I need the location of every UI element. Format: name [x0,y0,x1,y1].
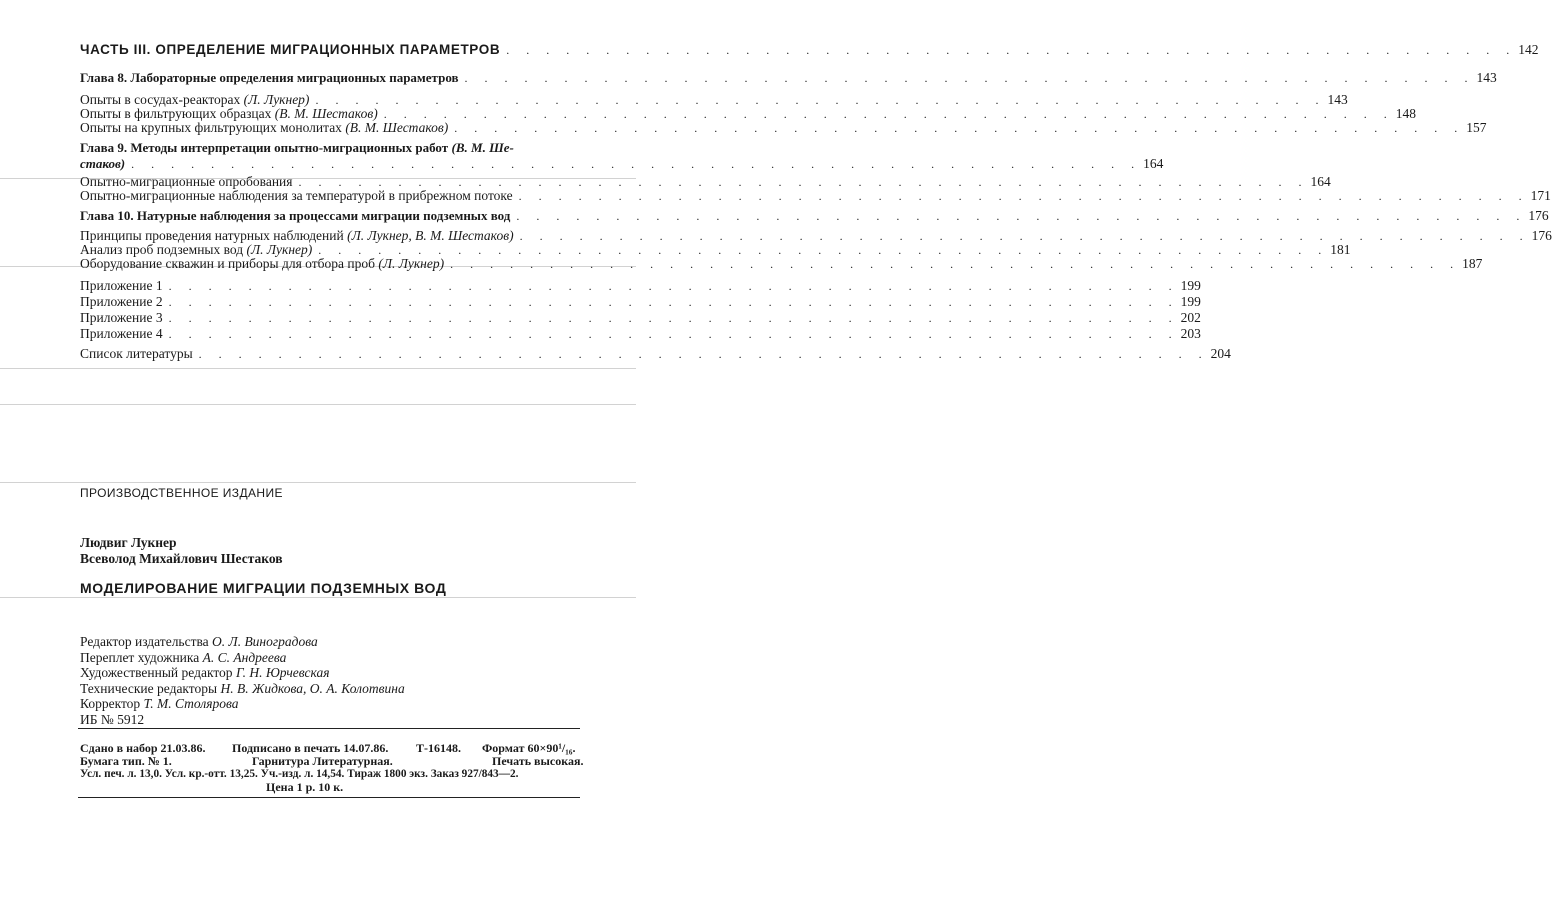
credit-line: Технические редакторы Н. В. Жидкова, О. А. Колотвина [80,680,405,696]
toc-references: Список литературы . . . . . . . . . . . . . . . . . . . . . . . . . . . . . . . . . . . . . . . . . . . . . . . . . . . 204 [80,346,1231,361]
scan-line [0,404,636,405]
toc-appendix-2: Приложение 2 . . . . . . . . . . . . . . . . . . . . . . . . . . . . . . . . . . . . . . . . . . . . . . . . . . . 199 [80,294,1201,309]
toc-entry: Принципы проведения натурных наблюдений (Л. Лукнер, В. М. Шестаков) . . . . . . . . . . . . . . . . . . . . . . . . . . . . . . . . . . . . . . . . . . . . . . . . . . . 176 [80,228,1552,243]
credit-line: Редактор издательства О. Л. Виноградова [80,634,318,649]
toc-entry: Опытно-миграционные наблюдения за температурой в прибрежном потоке . . . . . . . . . . . . . . . . . . . . . . . . . . . . . . . . . . . . . . . . . . . . . . . . . . . 171 [80,188,1551,203]
credit-line: Переплет художника А. С. Андреева [80,649,287,665]
price: Цена 1 р. 10 к. [266,780,344,794]
toc-chapter-9: Глава 9. Методы интерпретации опытно-миграционных работ (В. М. Ше- [80,140,514,155]
toc-entry: Анализ проб подземных вод (Л. Лукнер) . . . . . . . . . . . . . . . . . . . . . . . . . . . . . . . . . . . . . . . . . . . . . . . . . . . 181 [80,242,1351,257]
toc-chapter-10: Глава 10. Натурные наблюдения за процессами миграции подземных вод . . . . . . . . . . . . . . . . . . . . . . . . . . . . . . . . . . . . . . . . . . . . . . . . . . . 176 [80,208,1549,223]
toc-appendix-1: Приложение 1 . . . . . . . . . . . . . . . . . . . . . . . . . . . . . . . . . . . . . . . . . . . . . . . . . . . 199 [80,278,1201,293]
credits-list [80,634,405,727]
toc-entry: Опыты в фильтрующих образцах (В. М. Шестаков) . . . . . . . . . . . . . . . . . . . . . . . . . . . . . . . . . . . . . . . . . . . . . . . . . . . 148 [80,106,1416,121]
credit-line: Художественный редактор Г. Н. Юрчевская [80,665,330,680]
scan-line [0,597,636,598]
toc-part-3: ЧАСТЬ III. ОПРЕДЕЛЕНИЕ МИГРАЦИОННЫХ ПАРАМЕТРОВ . . . . . . . . . . . . . . . . . . . . . . . . . . . . . . . . . . . . . . . . . . . . . . . . . . . 142 [80,42,1539,57]
book-title: МОДЕЛИРОВАНИЕ МИГРАЦИИ ПОДЗЕМНЫХ ВОД [80,580,447,596]
pub-line-2: Бумага тип. № 1. Гарнитура Литературная. Печать высокая. [80,754,584,768]
divider-rule [78,728,580,729]
toc-entry: Оборудование скважин и приборы для отбора проб (Л. Лукнер) . . . . . . . . . . . . . . . . . . . . . . . . . . . . . . . . . . . . . . . . . . . . . . . . . . . 187 [80,256,1483,271]
author-name: Людвиг Лукнер [80,535,177,550]
toc-chapter-9-cont: стаков) . . . . . . . . . . . . . . . . . . . . . . . . . . . . . . . . . . . . . . . . . . . . . . . . . . . 164 [80,156,1164,171]
credit-line: ИБ № 5912 [80,711,145,727]
pub-line-3: Усл. печ. л. 13,0. Усл. кр.-отт. 13,25. Уч.-изд. л. 14,54. Тираж 1800 экз. Заказ 927/843—2. [80,768,519,780]
edition-type: ПРОИЗВОДСТВЕННОЕ ИЗДАНИЕ [80,486,283,500]
toc-appendix-4: Приложение 4 . . . . . . . . . . . . . . . . . . . . . . . . . . . . . . . . . . . . . . . . . . . . . . . . . . . 203 [80,326,1201,341]
toc-entry: Опыты в сосудах-реакторах (Л. Лукнер) . . . . . . . . . . . . . . . . . . . . . . . . . . . . . . . . . . . . . . . . . . . . . . . . . . . 143 [80,92,1348,107]
author-name: Всеволод Михайлович Шестаков [80,551,283,566]
toc-entry: Опытно-миграционные опробования . . . . . . . . . . . . . . . . . . . . . . . . . . . . . . . . . . . . . . . . . . . . . . . . . . . 164 [80,174,1331,189]
scan-line [0,482,636,483]
scan-line [0,368,636,369]
divider-rule [78,797,580,798]
toc-appendix-3: Приложение 3 . . . . . . . . . . . . . . . . . . . . . . . . . . . . . . . . . . . . . . . . . . . . . . . . . . . 202 [80,310,1201,325]
pub-line-1: Сдано в набор 21.03.86. Подписано в печать 14.07.86. Т-16148. Формат 60×90¹/₁₆. [80,741,576,755]
toc-entry: Опыты на крупных фильтрующих монолитах (В. М. Шестаков) . . . . . . . . . . . . . . . . . . . . . . . . . . . . . . . . . . . . . . . . . . . . . . . . . . . 157 [80,120,1487,135]
toc-chapter-8: Глава 8. Лабораторные определения миграционных параметров . . . . . . . . . . . . . . . . . . . . . . . . . . . . . . . . . . . . . . . . . . . . . . . . . . . 143 [80,70,1497,85]
credit-line: Корректор Т. М. Столярова [80,696,239,711]
